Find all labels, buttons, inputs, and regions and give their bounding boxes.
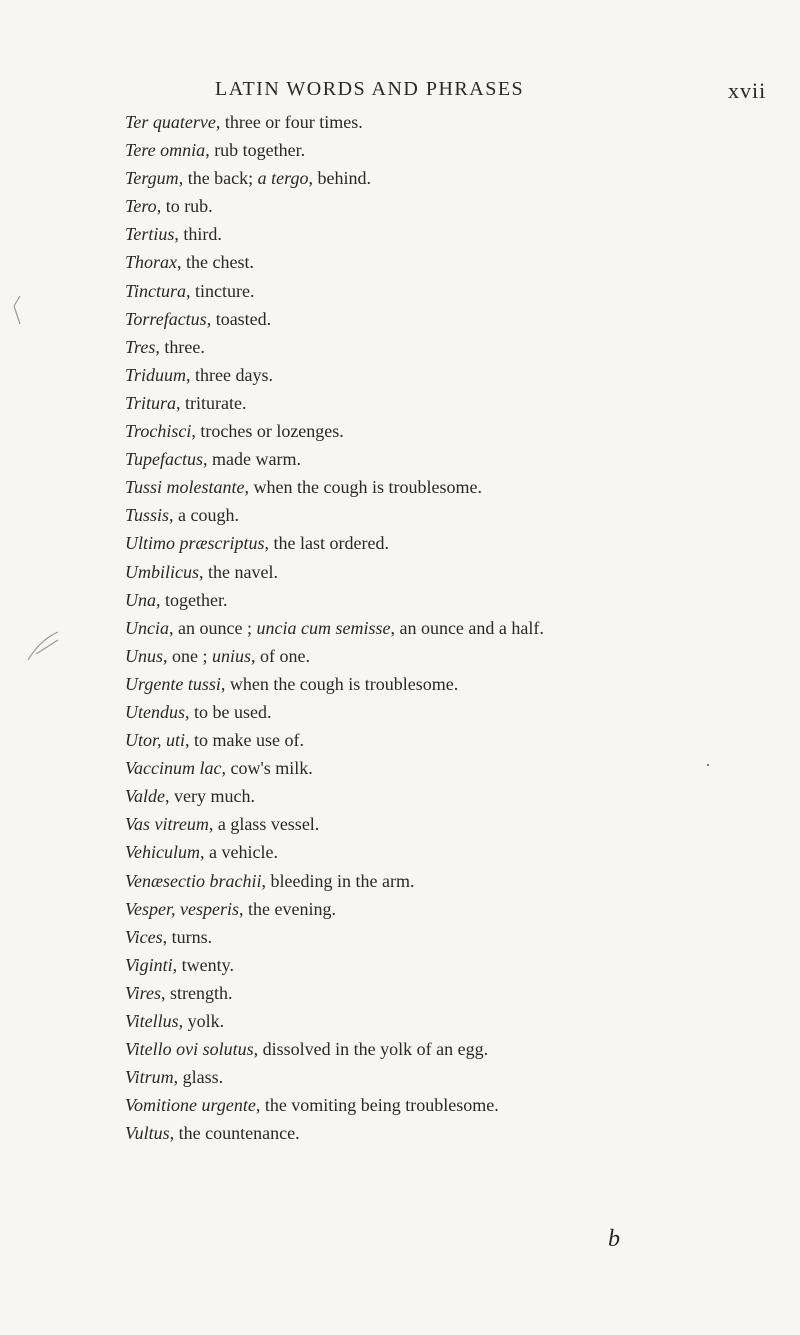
definition-text: , dissolved in the yolk of an egg. [253,1039,489,1060]
definition-text: , to rub. [156,196,213,217]
definition-text: , one ; [163,645,213,666]
definition-text: , to be used. [185,701,272,722]
latin-term: Valde [125,786,165,807]
definition-text: , the navel. [199,561,278,582]
latin-term: Unus [125,645,164,666]
definition-text: , glass. [173,1067,224,1088]
page-number: xvii [728,78,767,103]
definition-text: , three or four times. [215,112,363,132]
latin-term: Vultus [125,1123,170,1144]
definition-text: , troches or lozenges. [191,421,344,442]
definition-text: , yolk. [178,1011,225,1031]
definition-text: , an ounce ; [169,617,257,638]
latin-term: Torrefactus [125,308,207,329]
latin-term: Tussis [125,505,170,526]
definition-text: , made warm. [203,449,301,470]
latin-term: Utendus [125,701,185,722]
latin-term: Utor, uti [125,730,186,751]
latin-term: Thorax [125,252,178,273]
definition-text: , the countenance. [169,1123,300,1144]
latin-term: Vitrum [125,1067,174,1088]
definition-text: , bleeding in the arm. [261,870,415,891]
latin-term: Vires [125,982,161,1003]
latin-term: unius [212,645,252,666]
pencil-arrow-mark [28,632,58,660]
pencil-stroke-mark [14,296,20,324]
latin-term: Ter quaterve [125,112,216,132]
latin-term: Vices [125,926,163,947]
definition-text: , to make use of. [185,730,304,751]
running-head: LATIN WORDS AND PHRASES [215,78,525,100]
latin-term: Tero [125,196,157,217]
definition-text: , a vehicle. [199,842,278,863]
definition-text: , toasted. [206,308,272,329]
latin-term: uncia cum semisse [256,617,391,638]
definition-text: , turns. [162,926,213,947]
definition-text: , rub together. [205,140,306,161]
latin-term: Tres [125,336,156,357]
latin-term: Ultimo præscriptus [125,533,265,554]
definition-text: , a cough. [169,505,240,526]
definition-text: , the vomiting being troublesome. [255,1095,499,1116]
latin-term: Tertius [125,224,175,245]
latin-term: Vesper, vesperis [125,898,239,919]
latin-term: Tere omnia [125,140,206,161]
latin-term: Vaccinum lac [125,758,222,779]
latin-term: Tinctura [125,280,187,301]
definition-text: , the last ordered. [264,533,389,554]
latin-term: Vomitione urgente [125,1095,256,1116]
latin-term: Umbilicus [125,561,199,582]
latin-term: Tritura [125,392,177,413]
definition-text: , three days. [186,364,273,385]
latin-term: Vitello ovi solutus [125,1039,254,1060]
latin-term: Vitellus [125,1011,179,1031]
latin-term: Viginti [125,954,173,975]
definition-text: , an ounce and a half. [390,617,544,638]
latin-term: Trochisci [125,421,192,442]
definition-text: , a glass vessel. [208,814,320,835]
definition-text: , together. [156,589,228,610]
latin-term: Vas vitreum [125,814,209,835]
definition-text: , of one. [251,645,311,666]
definition-text: , when the cough is troublesome. [244,477,482,498]
latin-term: Urgente tussi [125,673,221,694]
definition-text: , twenty. [172,954,234,975]
latin-term: Vehiculum [125,842,200,863]
definition-text: , the evening. [238,898,336,919]
definition-text: , third. [174,224,222,245]
latin-term: Tergum [125,168,179,189]
definition-text: , behind. [308,168,371,189]
definition-text: , the back; [178,168,258,189]
latin-term: Venæsectio brachii [125,870,262,891]
latin-term: Uncia [125,617,169,638]
definition-text: , when the cough is troublesome. [220,673,459,694]
latin-term: Una [125,589,156,610]
latin-term: Tupefactus [125,449,204,470]
definition-text: , strength. [161,982,233,1003]
latin-term: Tussi molestante [125,477,245,498]
latin-term: Triduum [125,364,187,385]
definition-text: , very much. [165,786,255,807]
definition-text: , three. [155,336,205,357]
definition-text: , cow's milk. [221,758,313,779]
definition-text: , tincture. [186,280,255,301]
latin-term: a tergo [257,168,309,189]
definition-text: , the chest. [177,252,254,273]
definition-text: , triturate. [176,392,247,413]
signature-mark: b [608,1226,620,1252]
